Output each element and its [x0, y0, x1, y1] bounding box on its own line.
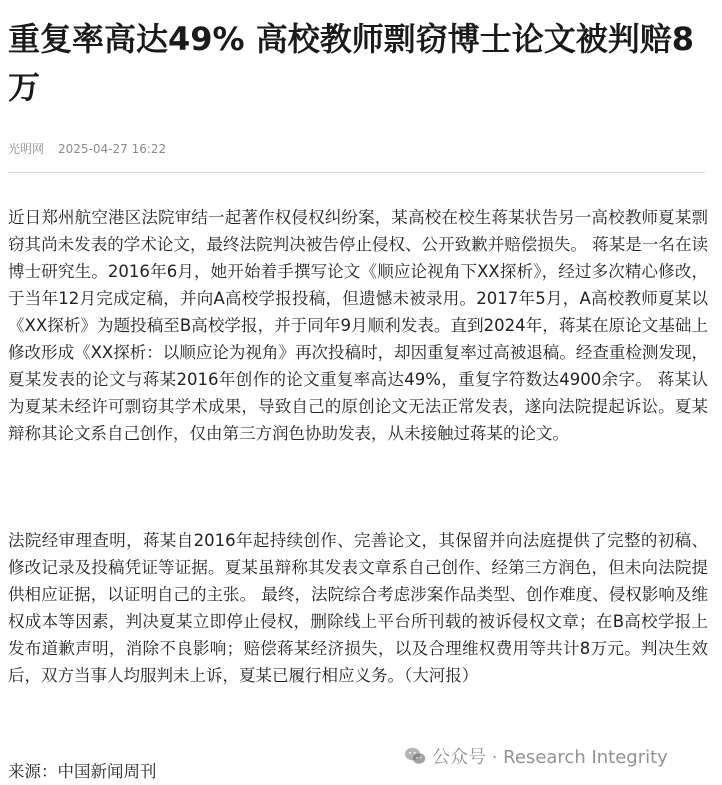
paragraph-1: 近日郑州航空港区法院审结一起著作权侵权纠纷案，某高校在校生蒋某状告另一高校教师夏某剽窃其尚未发表的学术论文，最终法院判决被告停止侵权、公开致歉并赔偿损失。 蒋某是一名在读博士研究生。2016年6月，她开始着手撰写论文《顺应论视角下XX探析》，经过多次精心修改，于当年12月完成定稿，并向A高校学报投稿，但遗憾未被录用。2017年5月，A高校教师夏某以《XX探析》为题投稿至B高校学报，并于同年9月顺利发表。直到2024年，蒋某在原论文基础上修改形成《XX探析：以顺应论为视角》再次投稿时，却因重复率过高被退稿。经查重检测发现，夏某发表的论文与蒋某2016年创作的论文重复率高达49%，重复字符数达4900余字。 蒋某认为夏某未经许可剽窃其学术成果，导致自己的原创论文无法正常发表，遂向法院提起诉讼。夏某辩称其论文系自己创作，仅由第三方润色协助发表，从未接触过蒋某的论文。 [8, 208, 708, 443]
article-title: 重复率高达49% 高校教师剽窃博士论文被判赔8万 [8, 20, 695, 106]
article-meta [8, 141, 166, 157]
divider [8, 172, 705, 173]
source-name[interactable]: 光明网 [8, 142, 45, 156]
wechat-icon [404, 746, 426, 766]
paragraph-2: 法院经审理查明，蒋某自2016年起持续创作、完善论文，其保留并向法庭提供了完整的初稿、修改记录及投稿凭证等证据。夏某虽辩称其发表文章系自己创作、经第三方润色，但未向法院提供相应证据，以证明自己的主张。 最终，法院综合考虑涉案作品类型、创作难度、侵权影响及维权成本等因素，判决夏某立即停止侵权，删除线上平台所刊载的被诉侵权文章；在B高校学报上发布道歉声明，消除不良影响；赔偿蒋某经济损失，以及合理维权费用等共计8万元。判决生效后，双方当事人均服判未上诉，夏某已履行相应义务。（大河报） [8, 531, 708, 685]
watermark [404, 743, 668, 769]
publish-date: 2025-04-27 16:22 [58, 142, 167, 156]
source-credit: 来源：中国新闻周刊 [8, 762, 157, 781]
watermark-text: 公众号 · Research Integrity [432, 747, 668, 768]
